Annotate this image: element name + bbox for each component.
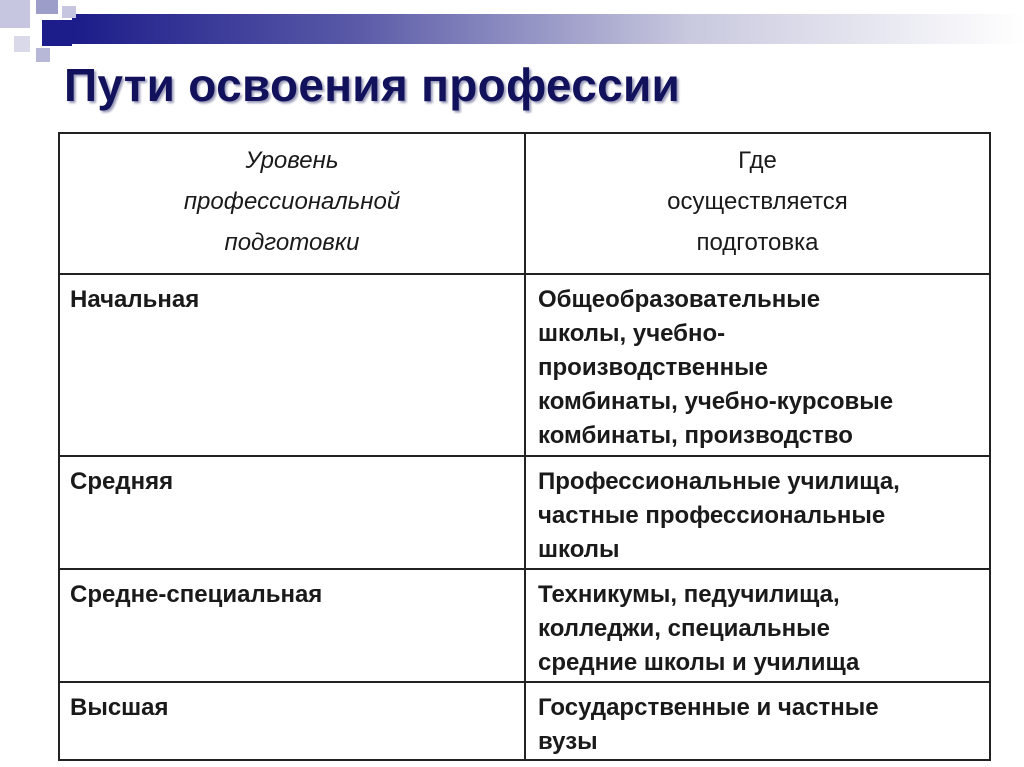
where-line: средние школы и училища (538, 649, 860, 676)
table-header-row (59, 133, 990, 274)
decor-square (36, 48, 50, 62)
decor-square (0, 0, 30, 28)
header-text-line: осуществляется (667, 188, 848, 215)
where-cell (525, 274, 990, 456)
header-where (525, 133, 990, 274)
decor-square (42, 20, 72, 46)
decorative-squares (0, 0, 80, 64)
decor-square (14, 36, 30, 52)
header-text-line: Где (738, 147, 777, 174)
where-cell (525, 456, 990, 569)
where-line: Общеобразовательные (538, 286, 821, 313)
header-text-line: подготовки (224, 229, 360, 256)
table-row (59, 569, 990, 682)
where-line: Техникумы, педучилища, (538, 581, 840, 608)
where-line: колледжи, специальные (538, 615, 831, 642)
level-cell: Начальная (59, 274, 525, 456)
where-line: комбинаты, производство (538, 422, 853, 449)
decor-square (62, 6, 76, 18)
table-row (59, 682, 990, 760)
table-row (59, 274, 990, 456)
level-cell: Средне-специальная (59, 569, 525, 682)
where-line: школы, учебно- (538, 320, 726, 347)
table-row (59, 456, 990, 569)
where-line: вузы (538, 728, 598, 755)
slide-title: Пути освоения профессии (64, 59, 681, 111)
where-line: производственные (538, 354, 768, 381)
header-text-line: подготовка (696, 229, 819, 256)
where-line: комбинаты, учебно-курсовые (538, 388, 894, 415)
header-text-line: профессиональной (183, 188, 401, 215)
where-cell (525, 682, 990, 760)
header-decoration-bar (72, 14, 1024, 44)
header-text-line: Уровень (245, 147, 339, 174)
decor-square (36, 0, 58, 14)
where-line: Государственные и частные (538, 694, 879, 721)
level-cell: Высшая (59, 682, 525, 760)
level-cell: Средняя (59, 456, 525, 569)
where-line: школы (538, 536, 620, 563)
header-level (59, 133, 525, 274)
where-line: Профессиональные училища, (538, 468, 900, 495)
professions-table (58, 132, 991, 761)
where-cell (525, 569, 990, 682)
where-line: частные профессиональные (538, 502, 886, 529)
